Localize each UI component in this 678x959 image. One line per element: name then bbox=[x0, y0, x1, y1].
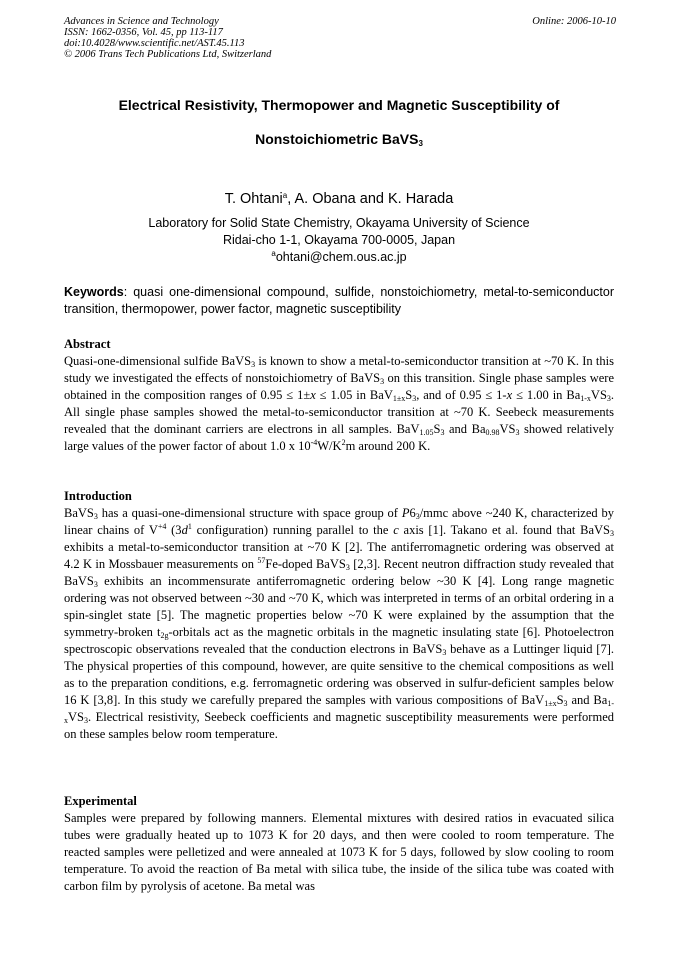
introduction-text: BaVS$_3$ has a quasi-one-dimensional structure with space group of $P6_3$/mmc above ~240 K, characterized by linear chains of $V^{+4}$ ($3d^1$ configuration) running parallel to the c axis [1]. Takano et al. found that BaVS$_3$ exhibits a metal-to-semiconductor transition at ~70 K [2]. The antiferromagnetic ordering was observed at 4.2 K in Mossbauer measurements on $^{57}$Fe-doped BaVS$_3$ [2,3]. Recent neutron diffraction study revealed that BaVS$_3$ exhibits an incommensurate antiferromagnetic ordering below ~30 K [4]. Long range magnetic ordering was not observed between ~30 and ~70 K, which was interpreted in terms of an orbital ordering in a spin-singlet state [5]. The magnetic properties below ~70 K were explained by the assumption that the symmetry-broken $t_{2g}$-orbitals act as the magnetic orbitals in the magnetic insulating state [6]. Photoelectron spectroscopic observations revealed that the conduction electrons in BaVS$_3$ behave as a Luttinger liquid [7]. The physical properties of this compound, however, are quite sensitive to the chemical compositions as well as to the preparation conditions, e.g. ferromagnetic ordering was observed in sulfur-deficient samples below 16 K [3,8]. In this study we carefully prepared the samples with various compositions of $BaV_{1\pm x}S_3$ and $Ba_{1-x}VS_3$. Electrical resistivity, Seebeck coefficients and magnetic susceptibility measurements were performed on these samples below room temperature. bbox=[64, 506, 614, 741]
journal-issn: ISSN: 1662-0356, Vol. 45, pp 113-117 bbox=[64, 27, 223, 38]
journal-copyright: © 2006 Trans Tech Publications Ltd, Switzerland bbox=[64, 49, 272, 60]
abstract-text: Quasi-one-dimensional sulfide BaVS$_3$ is known to show a metal-to-semiconductor transition at ~70 K. In this study we investigated the effects of nonstoichiometry of BaVS$_3$ on this transition. Single phase samples were obtained in the composition ranges of 0.95 ≤ 1±x ≤ 1.05 in $BaV_{1\pm x}S_3$, and of 0.95 ≤ 1-x ≤ 1.00 in $Ba_{1-x}VS_3$. All single phase samples showed the metal-to-semiconductor transition at ~70 K. Seebeck measurements revealed that the dominant carriers are electrons in all samples. $BaV_{1.05}S_3$ and $Ba_{0.98}VS_3$ showed relatively large values of the power factor of about 1.0 x $10^{-4}W/K^2m$ around 200 K. bbox=[64, 354, 615, 453]
experimental-section bbox=[64, 793, 614, 895]
keywords-text: : quasi one-dimensional compound, sulfide, nonstoichiometry, metal-to-semiconductor transition, thermopower, power factor, magnetic susceptibility bbox=[64, 285, 614, 316]
journal-doi: doi:10.4028/www.scientific.net/AST.45.113 bbox=[64, 38, 245, 49]
affiliation-line-1: Laboratory for Solid State Chemistry, Okayama University of Science bbox=[148, 216, 530, 230]
journal-name: Advances in Science and Technology bbox=[64, 16, 219, 27]
affiliation-line-2: Ridai-cho 1-1, Okayama 700-0005, Japan bbox=[222, 233, 456, 247]
abstract-section bbox=[64, 336, 614, 455]
introduction-section bbox=[64, 488, 614, 743]
journal-header bbox=[64, 16, 616, 60]
experimental-heading: Experimental bbox=[64, 794, 137, 808]
author-list: T. Ohtani$^a$, A. Obana and K. Harada bbox=[224, 191, 454, 207]
introduction-heading: Introduction bbox=[64, 489, 132, 503]
title-line-2: Nonstoichiometric BaVS$_3$ bbox=[255, 131, 423, 148]
online-date: Online: 2006-10-10 bbox=[532, 16, 616, 27]
paper-title bbox=[40, 88, 638, 156]
author-email[interactable]: $^a$ohtani@chem.ous.ac.jp bbox=[271, 249, 407, 264]
abstract-heading: Abstract bbox=[64, 337, 111, 351]
experimental-text: Samples were prepared by following manners. Elemental mixtures with desired ratios in evacuated silica tubes were gradually heated up to 1073 K for 20 days, and then were cooled to room temperature. The reacted samples were pelletized and were annealed at 1073 K for 5 days, followed by slow cooling to room temperature. To avoid the reaction of Ba metal with silica tube, the inside of the silica tube was coated with carbon film by pyrolysis of acetone. Ba metal was bbox=[64, 811, 614, 893]
keywords-label: Keywords bbox=[64, 285, 124, 299]
keywords bbox=[64, 284, 614, 318]
affiliation bbox=[40, 215, 638, 266]
title-line-1: Electrical Resistivity, Thermopower and Magnetic Susceptibility of bbox=[118, 97, 560, 113]
